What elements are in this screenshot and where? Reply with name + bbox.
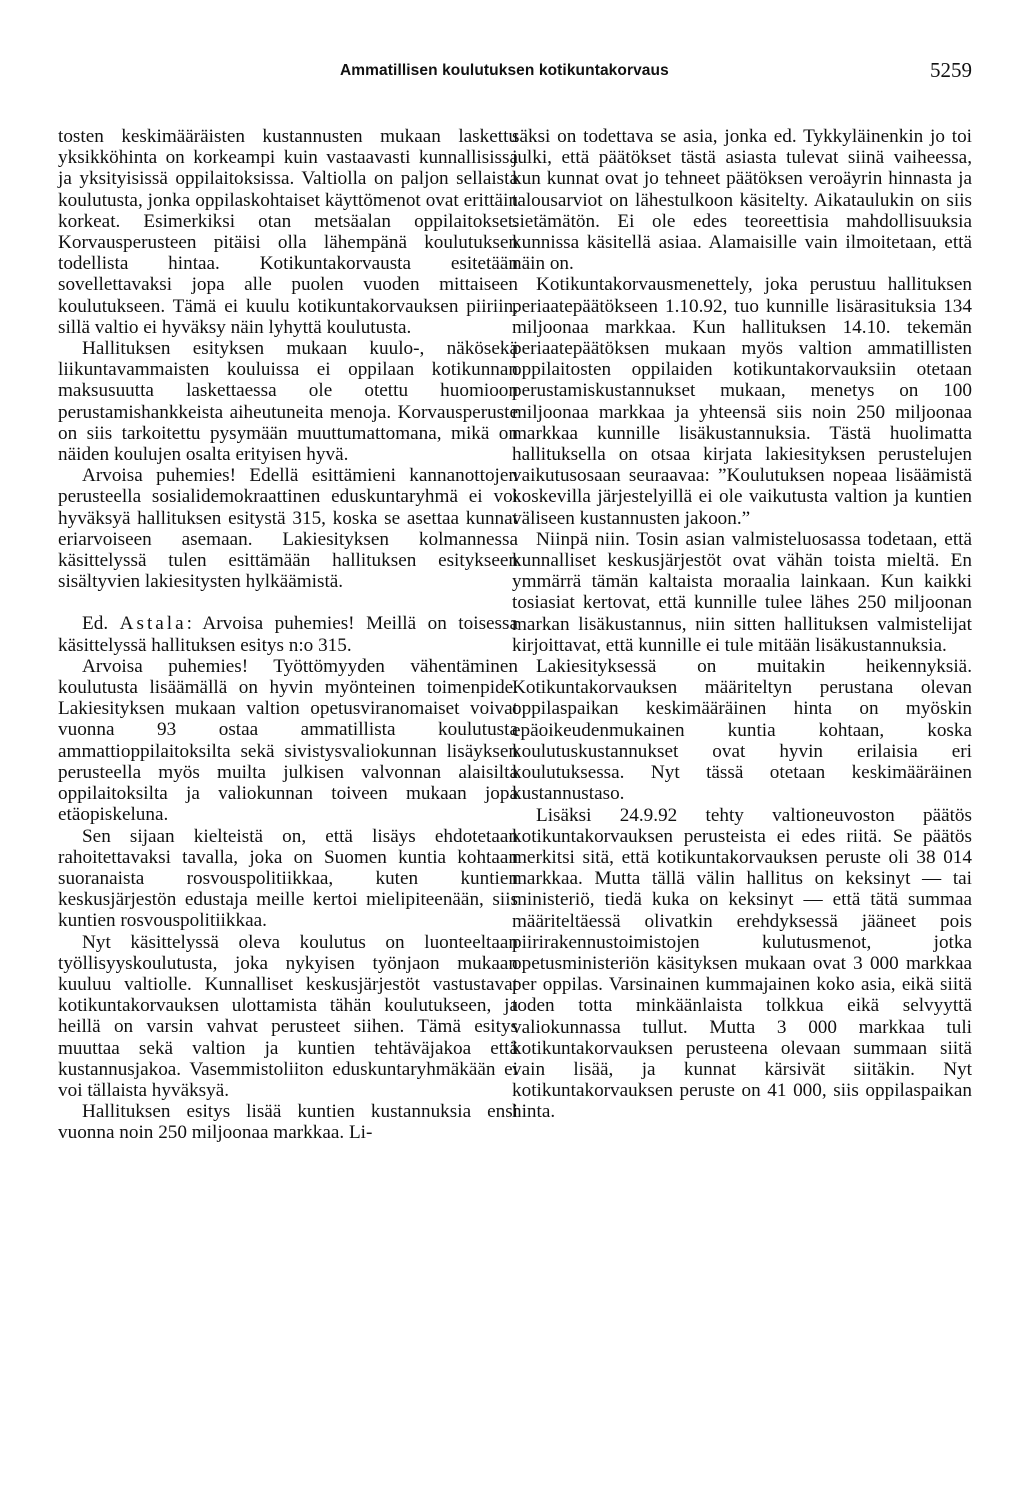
speaker-paragraph [58,613,518,655]
paragraph: Arvoisa puhemies! Edellä esittämieni kannanottojen perusteella sosialidemokraattinen eduskuntaryhmä ei voi hyväksyä hallituksen esitystä 315, koska se asettaa kunnat eriarvoiseen asemaan. Lakiesityksen kolmannessa käsittelyssä tulen esittämään hallituksen esitykseen sisältyvien lakiesitysten hylkäämistä. [58,465,518,593]
paragraph: Arvoisa puhemies! Työttömyyden vähentäminen koulutusta lisäämällä on hyvin myönteinen toimenpide. Lakiesityksen mukaan valtion opetusviranomaiset voivat vuonna 93 ostaa ammatillista koulutusta ammattioppilaitoksilta sekä sivistysvaliokunnan lisäyksen perusteella myös muilta julkisen valvonnan alaisilta oppilaitoksilta ja valiokunnan toiveen mukaan jopa etäopiskeluna. [58,655,518,826]
page-header [0,58,1024,92]
speaker-name: Astala [119,613,187,635]
paragraph: Sen sijaan kielteistä on, että lisäys ehdotetaan rahoitettavaksi tavalla, joka on Suomen kuntia kohtaan suoranaista rosvouspolitiikkaa, kuten kuntien keskusjärjestön edustaja meille kertoi mielipiteenään, siis kuntien rosvouspolitiikkaa. [58,825,518,932]
left-column [58,126,518,1144]
paragraph: tosten keskimääräisten kustannusten mukaan laskettu yksikköhinta on korkeampi kuin vastaavasti kunnallisissa ja yksityisissä oppilaitoksissa. Valtiolla on paljon sellaista koulutusta, jonka oppilaskohtaiset käyttömenot ovat erittäin korkeat. Esimerkiksi otan metsäalan oppilaitokset. Korvausperusteen pitäisi olla lähempänä koulutuksen todellista hintaa. Kotikuntakorvausta esitetään sovellettavaksi jopa alle puolen vuoden mittaiseen koulutukseen. Tämä ei kuulu kotikuntakorvauksen piiriin, sillä valtio ei hyväksy näin lyhyttä koulutusta. [58,126,518,338]
speaker-prefix: Ed. [82,613,109,635]
paragraph: Kotikuntakorvausmenettely, joka perustuu hallituksen periaatepäätökseen 1.10.92, tuo kunnille lisärasituksia 134 miljoonaa markkaa. Kun hallituksen 14.10. tekemän periaatepäätöksen mukaan myös valtion ammatillisten oppilaitosten oppilaiden kotikuntakorvauksiin otetaan perustamiskustannukset mukaan, menetys on 100 miljoonaa markkaa ja yhteensä siis noin 250 miljoonaa markkaa kunnille lisäkustannuksia. Tästä huolimatta hallituksella on otsaa kirjata lakiesityksen perustelujen vaikutusosaan seuraavaa: ”Koulutuksen nopeaa lisäämistä koskevilla järjestelyillä ei ole vaikutusta valtion ja kuntien väliseen kustannusten jakoon.” [512,274,972,529]
paragraph: Lakiesityksessä on muitakin heikennyksiä. Kotikuntakorvauksen määriteltyn perustana olevan oppilaspaikan keskimääräinen hinta on myöskin epäoikeudenmukainen kuntia kohtaan, koska koulutuskustannukset ovat hyvin erilaisia eri koulutuksessa. Nyt tässä otetaan keskimääräinen kustannustaso. [512,656,972,805]
paragraph: Lisäksi 24.9.92 tehty valtioneuvoston päätös kotikuntakorvauksen perusteista ei edes riitä. Se päätös merkitsi sitä, että kotikuntakorvauksen peruste oli 38 014 markkaa. Mutta tällä välin hallitus on keksinyt — tai ministeriö, tiedä kuka on keksinyt — että tätä summaa määriteltäessä olivatkin erehdyksessä jääneet pois piirirakennustoimistojen kulutusmenot, jotka opetusministeriön käsityksen mukaan ovat 3 000 markkaa per oppilas. Varsinainen kummajainen koko asia, eikä siitä toden totta minkäänlaista tolkkua eikä selvyyttä valiokunnassa tullut. Mutta 3 000 markkaa tuli kotikuntakorvauksen perusteena olevaan summaan siitä vain lisää, ja kunnat kärsivät siitäkin. Nyt kotikuntakorvauksen peruste on 41 000, siis oppilaspaikan hinta. [512,804,972,1123]
paragraph: Hallituksen esityksen mukaan kuulo-, näkösekä liikuntavammaisten kouluissa ei oppilaan kotikunnan maksusuutta laskettaessa ole otettu huomioon perustamishankkeista aiheutuneita menoja. Korvausperuste on siis tarkoitettu pysymään muuttumattomana, mikä on näiden koulujen osalta erityisen hyvä. [58,338,518,466]
paragraph: Niinpä niin. Tosin asian valmisteluosassa todetaan, että kunnalliset keskusjärjestöt ovat vähän toista mieltä. En ymmärrä tämän kaltaista moraalia lainkaan. Kun kaikki tosiasiat kertovat, että kunnille tulee lähes 250 miljoonan markan lisäkustannus, niin sitten hallituksen valmistelijat kirjoittavat, että kunnille ei tule mitään lisäkustannuksia. [512,528,972,656]
paragraph: Nyt käsittelyssä oleva koulutus on luonteeltaan työllisyyskoulutusta, joka nykyisen työnjaon mukaan kuuluu valtiolle. Kunnalliset keskusjärjestöt vastustavat kotikuntakorvauksen ulottamista tähän koulutukseen, ja heillä on varsin vahvat perusteet siihen. Tämä esitys muuttaa sekä valtion ja kuntien tehtäväjakoa että kustannusjakoa. Vasemmistoliiton eduskuntaryhmäkään ei voi tällaista hyväksyä. [58,931,518,1101]
right-column [512,126,972,1123]
page-number: 5259 [930,58,972,82]
paragraph: Hallituksen esitys lisää kuntien kustannuksia ensi vuonna noin 250 miljoonaa markkaa. Li- [58,1101,518,1144]
paragraph: säksi on todettava se asia, jonka ed. Tykkyläinenkin jo toi julki, että päätökset tästä asiasta tulevat siinä vaiheessa, kun kunnat ovat jo tehneet päätöksen veroäyrin hinnasta ja talousarviot on lähestulkoon käsitelty. Aikataulukin on siis sietämätön. Ei ole edes teoreettisia mahdollisuuksia kunnissa käsitellä asiaa. Alamaisille vain ilmoitetaan, että näin on. [512,126,972,275]
running-title: Ammatillisen koulutuksen kotikuntakorvaus [340,62,669,79]
speaker-text: : Arvoisa puhemies! Meillä on toisessa käsittelyssä hallituksen esitys n:o 315. [58,613,518,656]
